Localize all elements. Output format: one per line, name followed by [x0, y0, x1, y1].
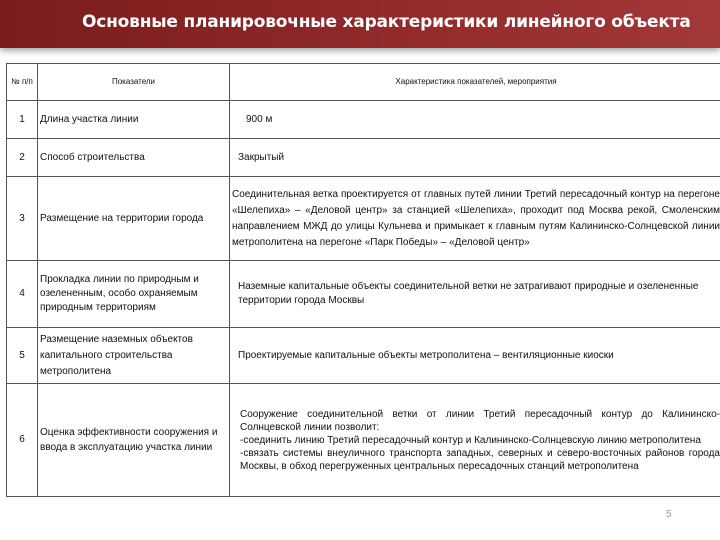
row-indicator: Прокладка линии по природным и озелененным, особо охраняемым природным территориям: [38, 261, 230, 328]
row-characteristic: Закрытый: [230, 139, 720, 177]
effectiveness-intro: Сооружение соединительной ветки от линии Третий пересадочный контур до Калининско-Солнцевской линии позволит:: [240, 408, 720, 433]
header-characteristics: Характеристика показателей, мероприятия: [230, 64, 720, 101]
row-num: 4: [7, 261, 38, 328]
row-num: 3: [7, 177, 38, 261]
row-characteristic: Проектируемые капитальные объекты метрополитена – вентиляционные киоски: [230, 328, 720, 384]
row-indicator: Способ строительства: [38, 139, 230, 177]
table-row: [7, 139, 720, 177]
row-num: 2: [7, 139, 38, 177]
row-characteristic: [230, 384, 720, 497]
table-row: [7, 177, 720, 261]
row-indicator: Длина участка линии: [38, 101, 230, 139]
row-num: 1: [7, 101, 38, 139]
effectiveness-point-1: -соединить линию Третий пересадочный контур и Калининско-Солнцевскую линию метрополитена: [240, 434, 701, 446]
row-characteristic: Наземные капитальные объекты соединительной ветки не затрагивают природные и озелененные территории города Москвы: [230, 261, 720, 328]
table-row: [7, 261, 720, 328]
table-header-row: [7, 64, 720, 101]
effectiveness-point-2: -связать системы внеуличного транспорта западных, северных и северо-восточных районов города Москвы, в обход перегруженных центральных пересадочных станций метрополитена: [240, 447, 720, 472]
row-indicator: Размещение наземных объектов капитального строительства метрополитена: [38, 328, 230, 384]
title-bar: [0, 0, 720, 48]
table-row: [7, 328, 720, 384]
page-number: 5: [666, 509, 672, 520]
row-indicator: Размещение на территории города: [38, 177, 230, 261]
row-num: 6: [7, 384, 38, 497]
header-num: № п/п: [7, 64, 38, 101]
row-indicator: Оценка эффективности сооружения и ввода в эксплуатацию участка линии: [38, 384, 230, 497]
characteristics-table: [6, 63, 720, 497]
table-row: [7, 384, 720, 497]
row-characteristic: 900 м: [230, 101, 720, 139]
header-indicators: Показатели: [38, 64, 230, 101]
table-row: [7, 101, 720, 139]
row-characteristic: Соединительная ветка проектируется от главных путей линии Третий пересадочный контур на перегоне «Шелепиха» – «Деловой центр» за станцией «Шелепиха», проходит под Москва рекой, Смоленским направлением МЖД до улицы Кульнева и примыкает к главным путям Калининско-Солнцевской линии метрополитена на перегоне «Парк Победы» – «Деловой центр»: [230, 177, 720, 261]
slide-title: Основные планировочные характеристики линейного объекта: [82, 12, 691, 32]
row-num: 5: [7, 328, 38, 384]
